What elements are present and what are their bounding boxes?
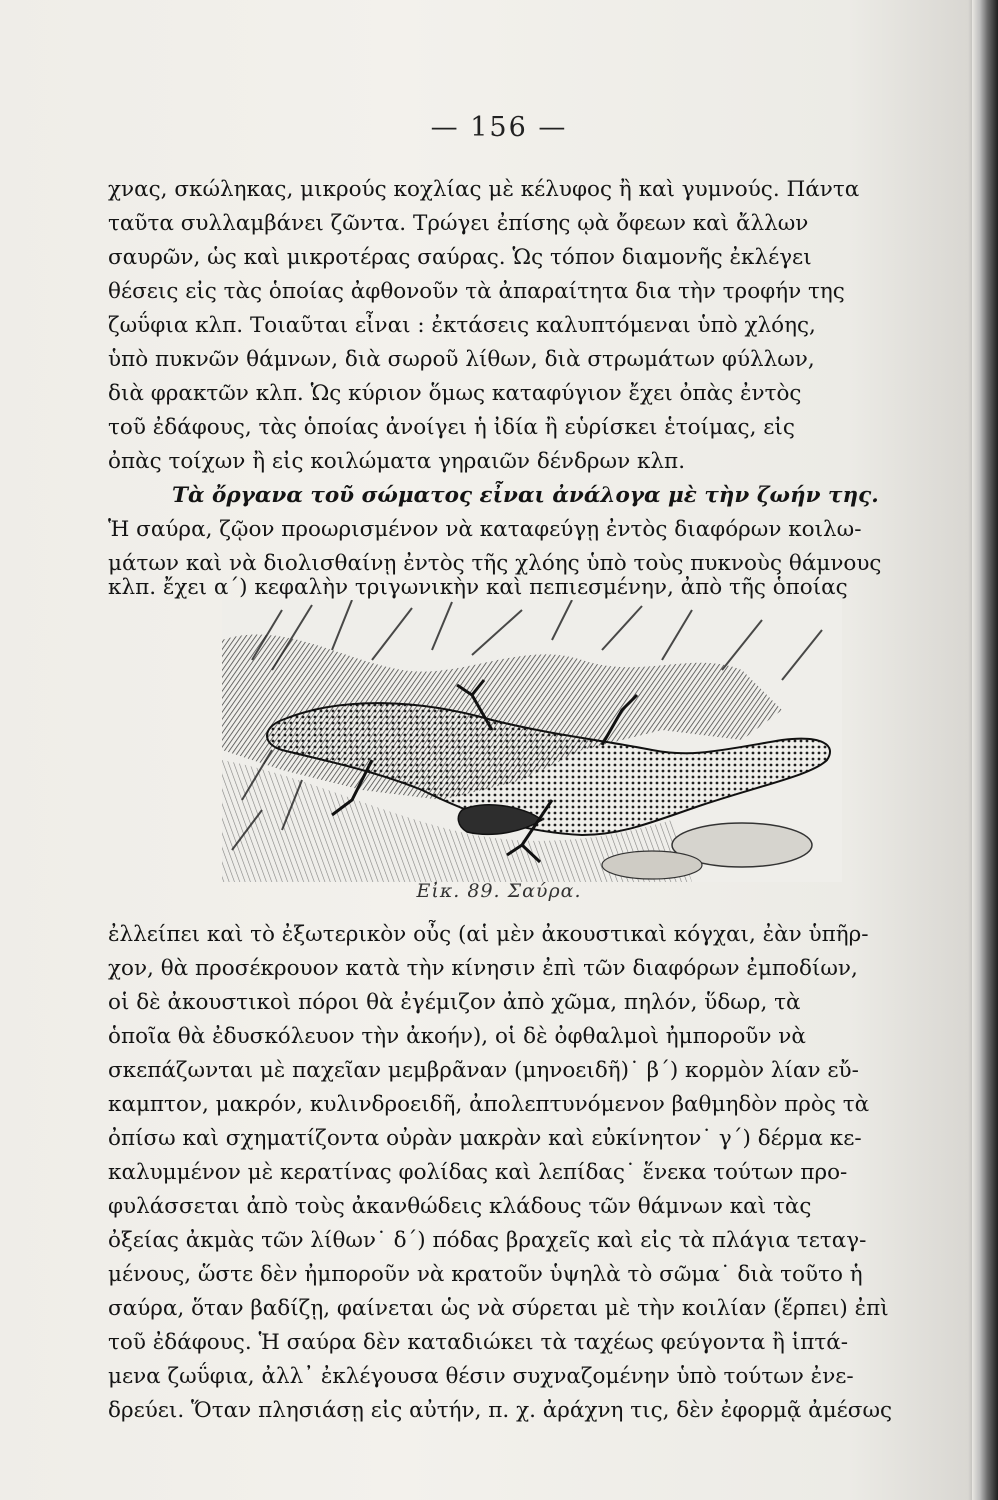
lizard-engraving (222, 600, 842, 882)
text-line: ἐλλείπει καὶ τὸ ἐξωτερικὸν οὖς (αἱ μὲν ἀκουστικαὶ κόγχαι, ἐὰν ὑπῆρ- (108, 922, 869, 947)
text-line: ὑπὸ πυκνῶν θάμνων, διὰ σωροῦ λίθων, διὰ στρωμάτων φύλλων, (108, 347, 815, 372)
text-line: θέσεις εἰς τὰς ὁποίας ἀφθονοῦν τὰ ἀπαραίτητα δια τὴν τροφήν της (108, 279, 845, 304)
text-line: μάτων καὶ νὰ διολισθαίνῃ ἐντὸς τῆς χλόης ὑπὸ τοὺς πυκνοὺς θάμνους (108, 551, 882, 576)
text-line: μενα ζωΰφια, ἀλλ᾿ ἐκλέγουσα θέσιν συχναζομένην ὑπὸ τούτων ἐνε- (108, 1364, 854, 1389)
text-line: κλπ. ἔχει α΄) κεφαλὴν τριγωνικὴν καὶ πεπιεσμένην, ἀπὸ τῆς ὁποίας (108, 575, 848, 600)
text-line: χον, θὰ προσέκρουον κατὰ τὴν κίνησιν ἐπὶ τῶν διαφόρων ἐμποδίων, (108, 956, 858, 981)
figure-caption: Εἰκ. 89. Σαύρα. (416, 880, 582, 902)
text-line: ὁποῖα θὰ ἐδυσκόλευον τὴν ἀκοήν), οἱ δὲ ὀφθαλμοὶ ἠμποροῦν νὰ (108, 1024, 806, 1049)
text-line: σαυρῶν, ὡς καὶ μικροτέρας σαύρας. Ὡς τόπον διαμονῆς ἐκλέγει (108, 245, 812, 270)
text-line: τοῦ ἐδάφους, τὰς ὁποίας ἀνοίγει ἡ ἰδία ἢ εὑρίσκει ἑτοίμας, εἰς (108, 415, 795, 440)
text-line: σκεπάζωνται μὲ παχεῖαν μεμβρᾶναν (μηνοειδῆ)˙ β΄) κορμὸν λίαν εὔ- (108, 1058, 859, 1083)
text-line: χνας, σκώληκας, μικρούς κοχλίας μὲ κέλυφος ἢ καὶ γυμνούς. Πάντα (108, 177, 860, 202)
text-line: καλυμμένον μὲ κερατίνας φολίδας καὶ λεπίδας˙ ἕνεκα τούτων προ- (108, 1160, 848, 1185)
text-line: ὀξείας ἀκμὰς τῶν λίθων˙ δ΄) πόδας βραχεῖς καὶ εἰς τὰ πλάγια τεταγ- (108, 1228, 867, 1253)
text-line: καμπτον, μακρόν, κυλινδροειδῆ, ἀπολεπτυνόμενον βαθμηδὸν πρὸς τὰ (108, 1092, 870, 1117)
text-line: μένους, ὥστε δὲν ἠμποροῦν νὰ κρατοῦν ὑψηλὰ τὸ σῶμα˙ διὰ τοῦτο ἡ (108, 1262, 863, 1287)
text-line: σαύρα, ὅταν βαδίζῃ, φαίνεται ὡς νὰ σύρεται μὲ τὴν κοιλίαν (ἕρπει) ἐπὶ (108, 1296, 889, 1321)
text-line: φυλάσσεται ἀπὸ τοὺς ἀκανθώδεις κλάδους τῶν θάμνων καὶ τὰς (108, 1194, 812, 1219)
text-line: ὀπὰς τοίχων ἢ εἰς κοιλώματα γηραιῶν δένδρων κλπ. (108, 449, 686, 474)
text-line: δρεύει. Ὅταν πλησιάσῃ εἰς αὐτήν, π. χ. ἀράχνη τις, δὲν ἐφορμᾷ ἀμέσως (108, 1398, 893, 1423)
text-line: οἱ δὲ ἀκουστικοὶ πόροι θὰ ἐγέμιζον ἀπὸ χῶμα, πηλόν, ὕδωρ, τὰ (108, 990, 801, 1015)
text-line: ὀπίσω καὶ σχηματίζοντα οὐρὰν μακρὰν καὶ εὐκίνητον˙ γ΄) δέρμα κε- (108, 1126, 862, 1151)
text-line: ταῦτα συλλαμβάνει ζῶντα. Τρώγει ἐπίσης ῳὰ ὄφεων καὶ ἄλλων (108, 211, 809, 236)
lizard-illustration (222, 600, 842, 882)
text-line: Ἡ σαύρα, ζῷον προωρισμένον νὰ καταφεύγῃ ἐντὸς διαφόρων κοιλω- (108, 517, 862, 542)
page-number: — 156 — (430, 112, 568, 143)
text-line: ζωΰφια κλπ. Τοιαῦται εἶναι : ἐκτάσεις καλυπτόμεναι ὑπὸ χλόης, (108, 313, 816, 338)
text-line: τοῦ ἐδάφους. Ἡ σαύρα δὲν καταδιώκει τὰ ταχέως φεύγοντα ἢ ἱπτά- (108, 1330, 849, 1355)
text-line: διὰ φρακτῶν κλπ. Ὡς κύριον ὅμως καταφύγιον ἔχει ὀπὰς ἐντὸς (108, 381, 802, 406)
book-spine-shadow (972, 0, 998, 1500)
section-heading: Τὰ ὄργανα τοῦ σώματος εἶναι ἀνάλογα μὲ τὴν ζωήν της. (172, 483, 879, 508)
